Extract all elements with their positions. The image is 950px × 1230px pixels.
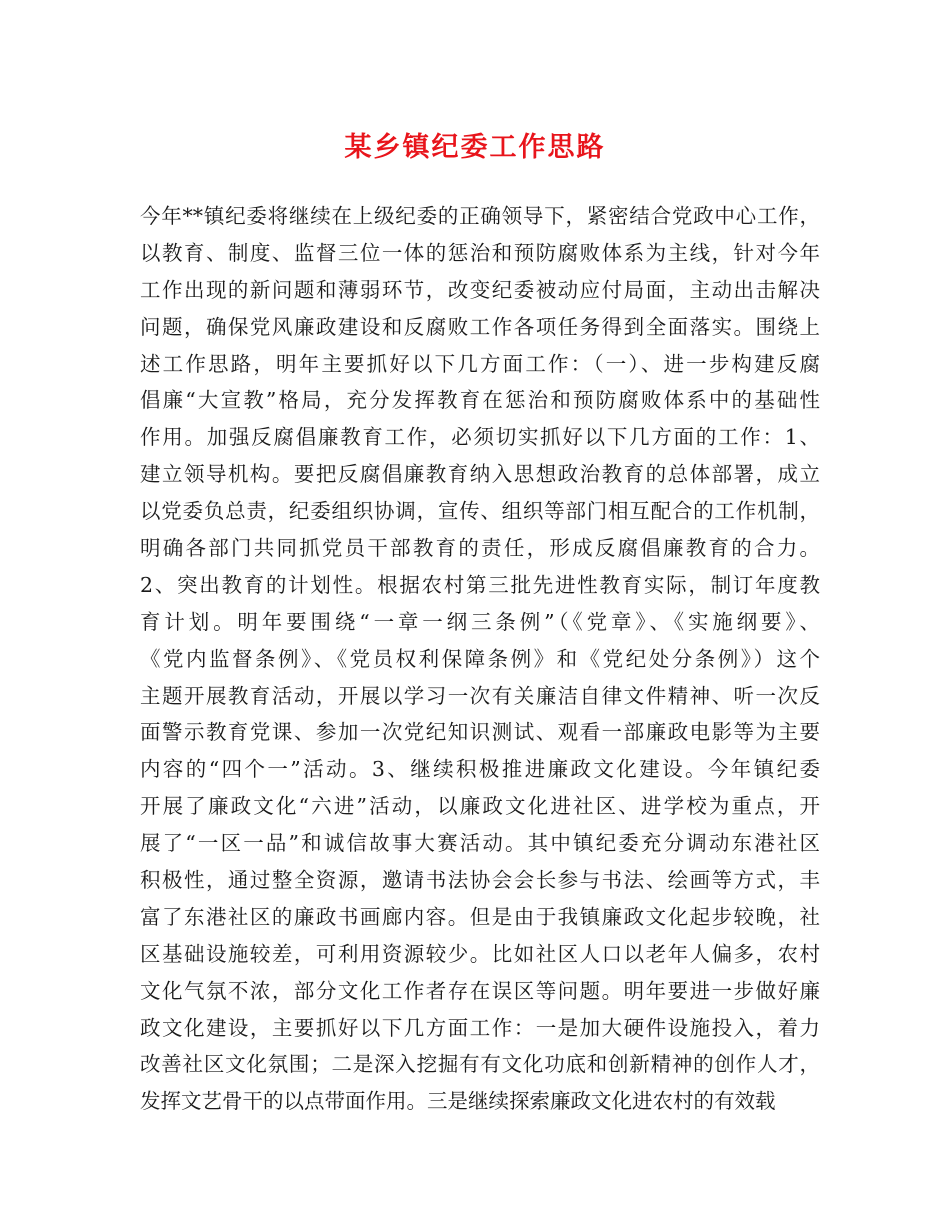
body-line: 富了东港社区的廉政书画廊内容。但是由于我镇廉政文化起步较晚，社 xyxy=(140,904,820,929)
body-line: 述工作思路，明年主要抓好以下几方面工作：（一）、进一步构建反腐 xyxy=(140,351,820,376)
body-line: 倡廉“大宣教”格局，充分发挥教育在惩治和预防腐败体系中的基础性 xyxy=(140,388,820,413)
body-line: 问题，确保党风廉政建设和反腐败工作各项任务得到全面落实。围绕上 xyxy=(140,314,820,339)
document-title: 某乡镇纪委工作思路 xyxy=(344,132,606,163)
body-line: 以党委负总责，纪委组织协调，宣传、组织等部门相互配合的工作机制， xyxy=(140,499,820,524)
body-line: 明确各部门共同抓党员干部教育的责任，形成反腐倡廉教育的合力。 xyxy=(140,536,820,561)
body-line: 《党内监督条例》、《党员权利保障条例》和《党纪处分条例》）这个 xyxy=(140,646,820,671)
body-line: 面警示教育党课、参加一次党纪知识测试、观看一部廉政电影等为主要 xyxy=(140,720,820,745)
body-line: 发挥文艺骨干的以点带面作用。三是继续探索廉政文化进农村的有效载 xyxy=(140,1089,776,1114)
body-line: 开展了廉政文化“六进”活动，以廉政文化进社区、进学校为重点，开 xyxy=(140,794,820,819)
body-line: 以教育、制度、监督三位一体的惩治和预防腐败体系为主线，针对今年 xyxy=(140,240,820,265)
body-line: 内容的“四个一”活动。3、继续积极推进廉政文化建设。今年镇纪委 xyxy=(140,757,820,782)
body-line: 政文化建设，主要抓好以下几方面工作：一是加大硬件设施投入，着力 xyxy=(140,1015,820,1040)
body-line: 积极性，通过整全资源，邀请书法协会会长参与书法、绘画等方式，丰 xyxy=(140,868,820,893)
body-line: 建立领导机构。要把反腐倡廉教育纳入思想政治教育的总体部署，成立 xyxy=(140,462,820,487)
body-line: 工作出现的新问题和薄弱环节，改变纪委被动应付局面，主动出击解决 xyxy=(140,277,820,302)
body-line: 作用。加强反腐倡廉教育工作，必须切实抓好以下几方面的工作：1、 xyxy=(140,425,820,450)
body-line: 2、突出教育的计划性。根据农村第三批先进性教育实际，制订年度教 xyxy=(140,572,820,597)
body-line: 育计划。明年要围绕“一章一纲三条例”（《党章》、《实施纲要》、 xyxy=(140,609,820,634)
document-body xyxy=(140,198,820,1120)
body-line: 主题开展教育活动，开展以学习一次有关廉洁自律文件精神、听一次反 xyxy=(140,683,820,708)
body-line: 区基础设施较差，可利用资源较少。比如社区人口以老年人偏多，农村 xyxy=(140,941,820,966)
body-line: 文化气氛不浓，部分文化工作者存在误区等问题。明年要进一步做好廉 xyxy=(140,978,820,1003)
body-line: 今年**镇纪委将继续在上级纪委的正确领导下，紧密结合党政中心工作， xyxy=(140,204,820,228)
body-line: 改善社区文化氛围；二是深入挖掘有有文化功底和创新精神的创作人才， xyxy=(140,1052,820,1077)
body-line: 展了“一区一品”和诚信故事大赛活动。其中镇纪委充分调动东港社区 xyxy=(140,831,820,856)
